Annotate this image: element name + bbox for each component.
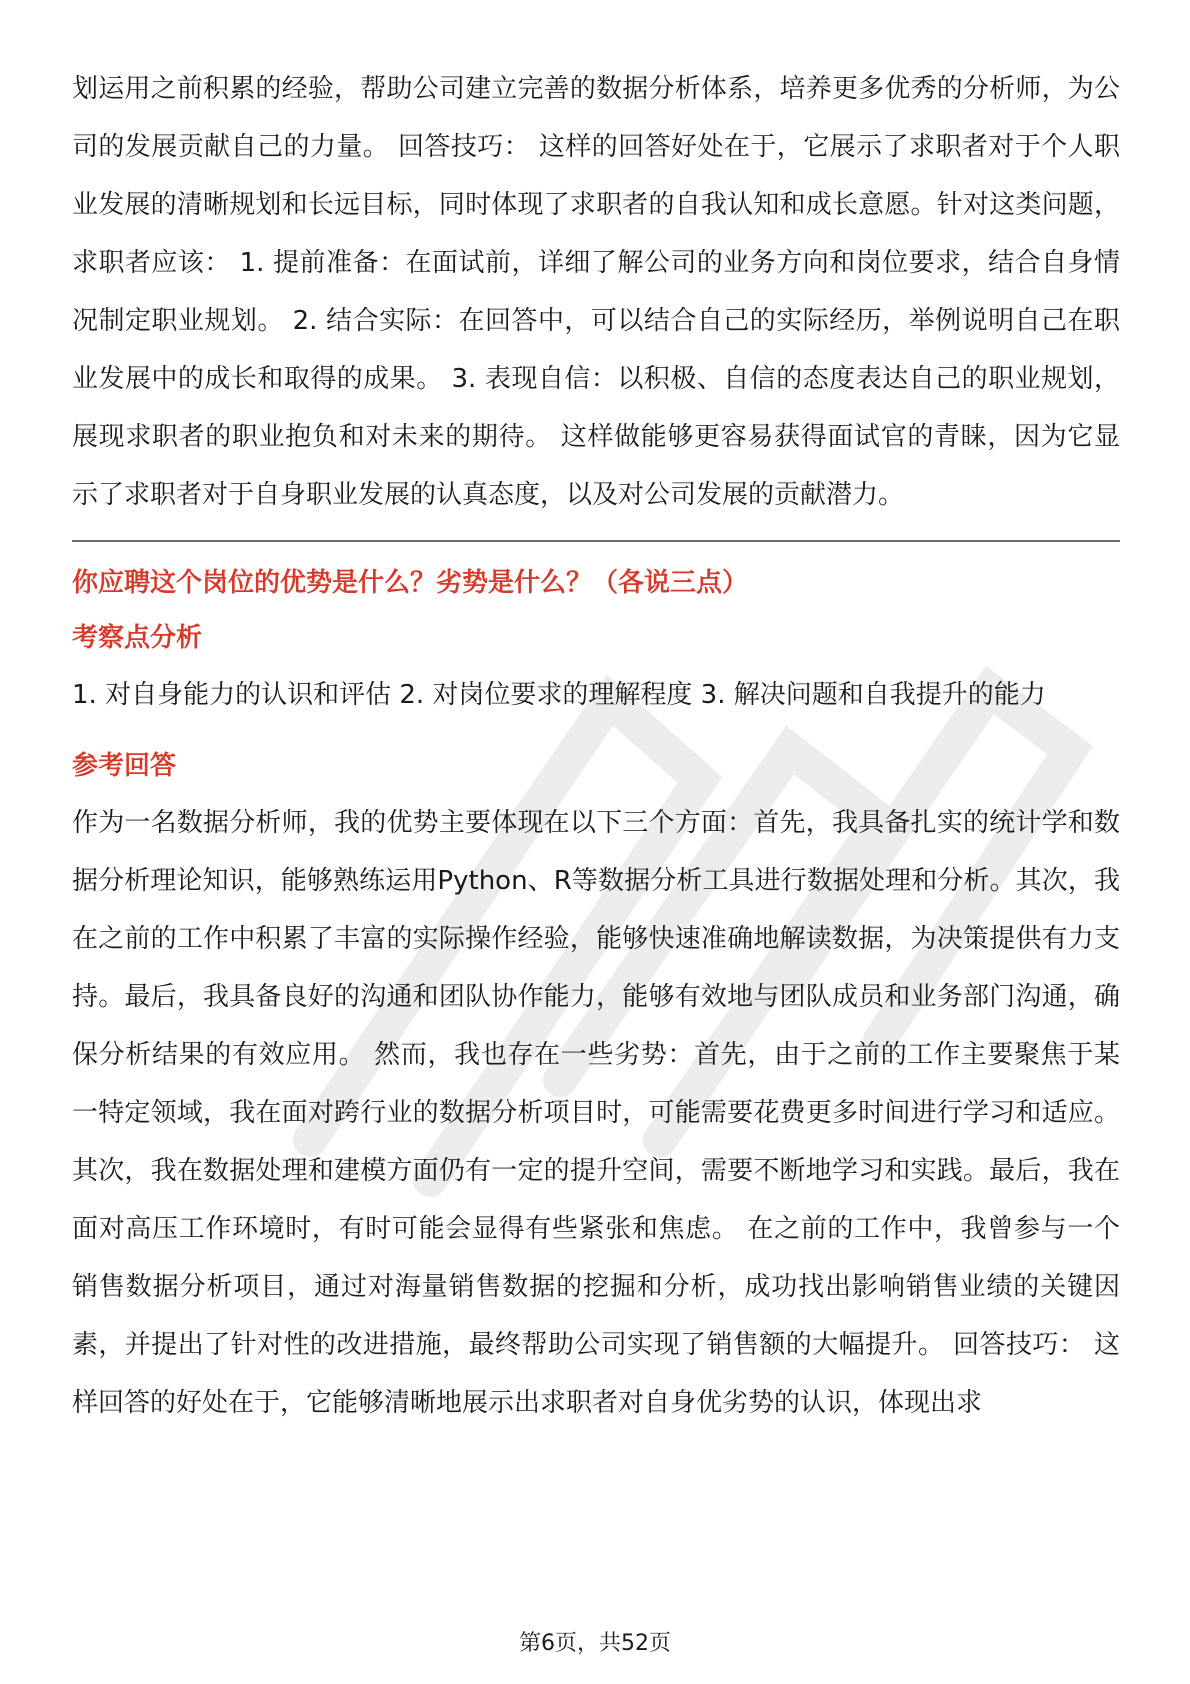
analysis-body: 1. 对自身能力的认识和评估 2. 对岗位要求的理解程度 3. 解决问题和自我提升的能力 bbox=[72, 680, 1046, 710]
intro-paragraph: 划运用之前积累的经验，帮助公司建立完善的数据分析体系，培养更多优秀的分析师，为公司的发展贡献自己的力量。 回答技巧： 这样的回答好处在于，它展示了求职者对于个人职业发展的清晰规划和长远目标，同时体现了求职者的自我认知和成长意愿。针对这类问题，求职者应该： 1. 提前准备：在面试前，详细了解公司的业务方向和岗位要求，结合自身情况制定职业规划。 2. 结合实际：在回答中，可以结合自己的实际经历，举例说明自己在职业发展中的成长和取得的成果。 3. 表现自信：以积极、自信的态度表达自己的职业规划，展现求职者的职业抱负和对未来的期待。 这样做能够更容易获得面试官的青睐，因为它显示了求职者对于自身职业发展的认真态度，以及对公司发展的贡献潜力。 bbox=[72, 74, 1120, 510]
section-divider bbox=[72, 540, 1120, 542]
question-title: 你应聘这个岗位的优势是什么？劣势是什么？（各说三点） bbox=[72, 568, 749, 598]
answer-heading: 参考回答 bbox=[72, 751, 177, 781]
analysis-heading: 考察点分析 bbox=[72, 623, 203, 653]
section-spacer bbox=[72, 724, 1120, 738]
page-footer: 第6页，共52页 bbox=[519, 1631, 671, 1656]
document-page bbox=[72, 60, 1120, 1432]
answer-body: 作为一名数据分析师，我的优势主要体现在以下三个方面：首先，我具备扎实的统计学和数据分析理论知识，能够熟练运用Python、R等数据分析工具进行数据处理和分析。其次，我在之前的工作中积累了丰富的实际操作经验，能够快速准确地解读数据，为决策提供有力支持。最后，我具备良好的沟通和团队协作能力，能够有效地与团队成员和业务部门沟通，确保分析结果的有效应用。 然而，我也存在一些劣势：首先，由于之前的工作主要聚焦于某一特定领域，我在面对跨行业的数据分析项目时，可能需要花费更多时间进行学习和适应。其次，我在数据处理和建模方面仍有一定的提升空间，需要不断地学习和实践。最后，我在面对高压工作环境时，有时可能会显得有些紧张和焦虑。 在之前的工作中，我曾参与一个销售数据分析项目，通过对海量销售数据的挖掘和分析，成功找出影响销售业绩的关键因素，并提出了针对性的改进措施，最终帮助公司实现了销售额的大幅提升。 回答技巧： 这样回答的好处在于，它能够清晰地展示出求职者对自身优劣势的认识，体现出求 bbox=[72, 808, 1120, 1418]
